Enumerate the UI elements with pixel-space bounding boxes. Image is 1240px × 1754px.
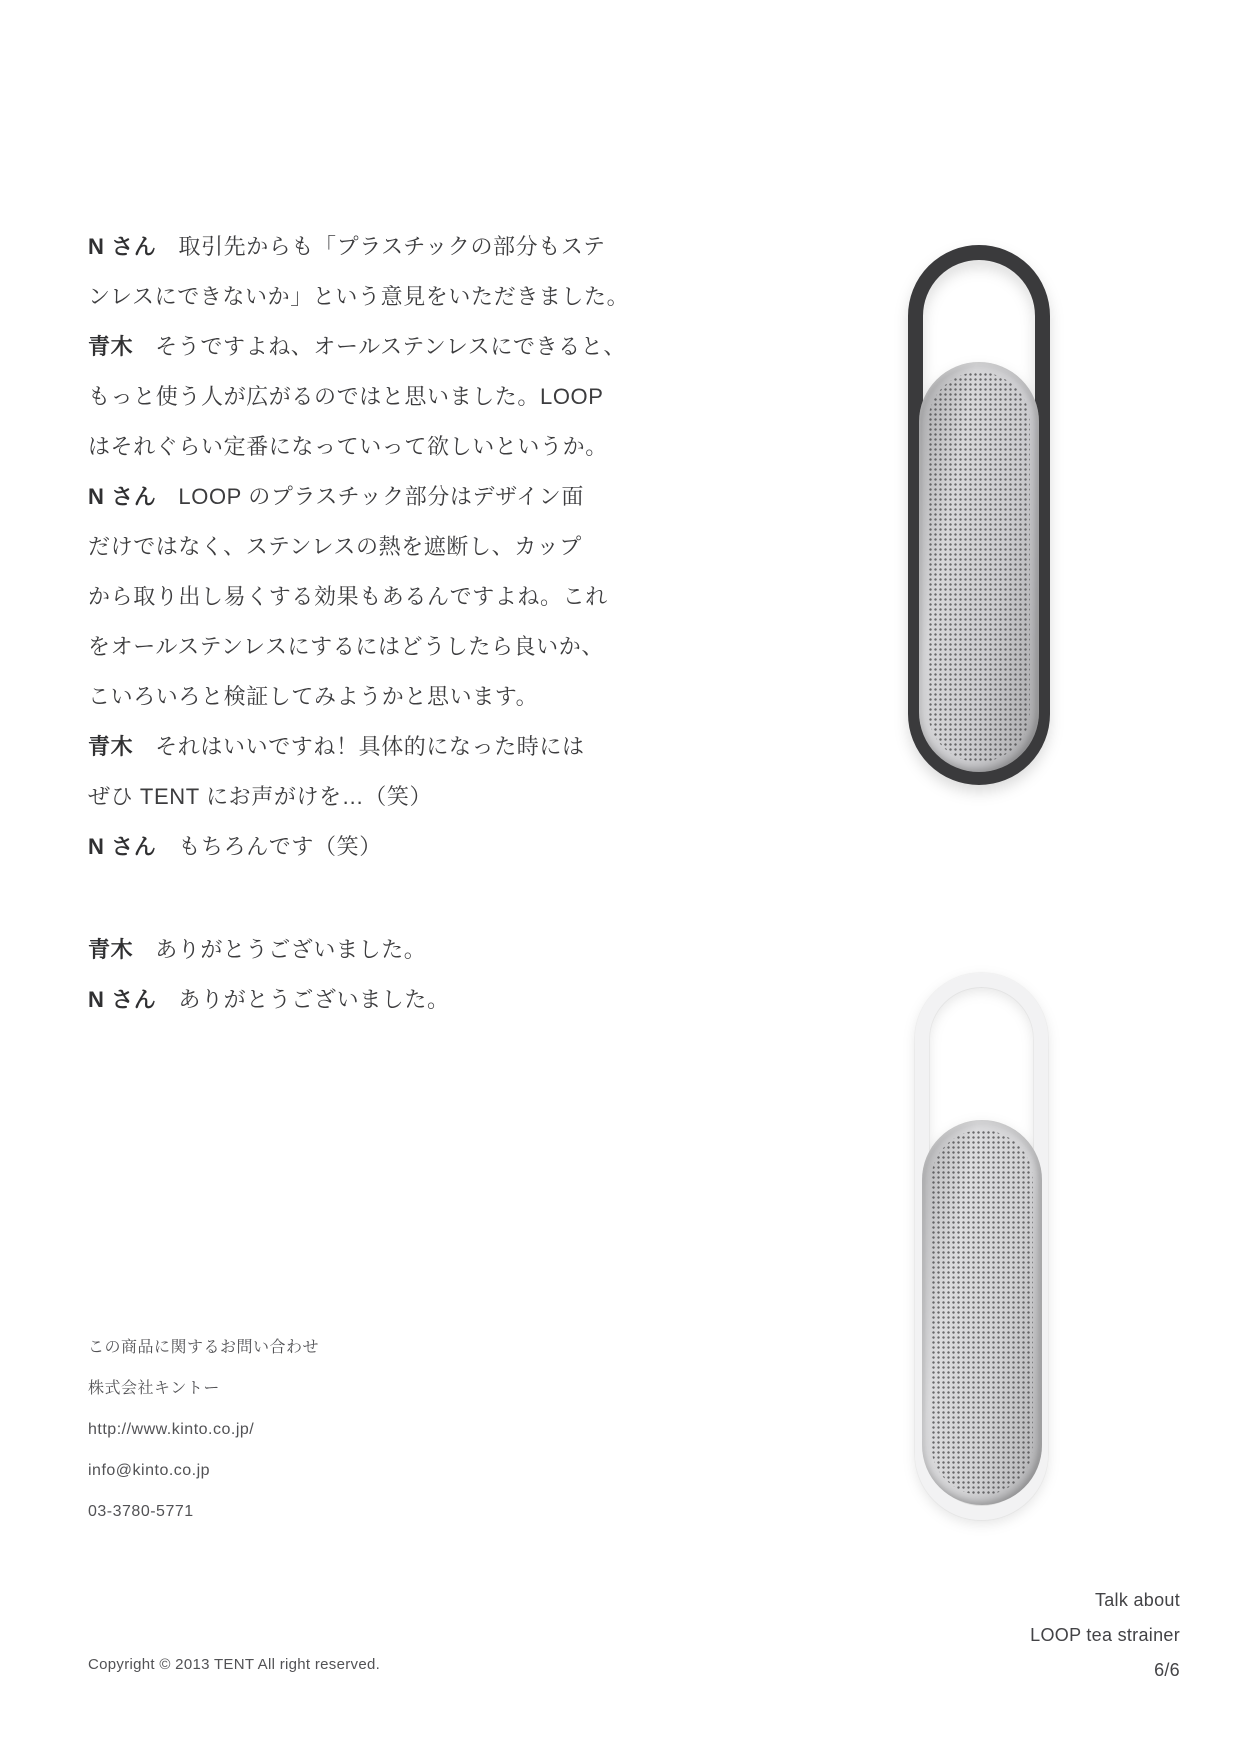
doc-title-line2: LOOP tea strainer (1030, 1625, 1180, 1645)
speaker-name: N さん (88, 987, 157, 1012)
perforation-pattern (928, 372, 1030, 762)
dialogue-line (88, 722, 629, 772)
dialogue-line (88, 222, 629, 272)
dialogue-line (88, 472, 629, 522)
website-url[interactable]: http://www.kinto.co.jp/ (88, 1421, 255, 1438)
dialogue-text: から取り出し易くする効果もあるんですよね。これ (88, 584, 608, 609)
interview-dialogue (88, 222, 629, 872)
speaker-name: 青木 (88, 734, 134, 759)
copyright-notice: Copyright © 2013 TENT All right reserved. (88, 1656, 381, 1673)
dialogue-text: もちろんです（笑） (178, 834, 382, 859)
speaker-name: N さん (88, 484, 157, 509)
perforation-pattern (931, 1130, 1033, 1495)
dialogue-text: はそれぐらい定番になっていって欲しいというか。 (88, 434, 608, 459)
dialogue-line (88, 572, 629, 622)
dialogue-text: ありがとうございました。 (178, 987, 450, 1012)
dialogue-text: LOOP のプラスチック部分はデザイン面 (178, 484, 584, 509)
dialogue-line (88, 622, 629, 672)
company-name: 株式会社キントー (88, 1380, 220, 1397)
dialogue-line (88, 925, 450, 975)
dialogue-text: こいろいろと検証してみようかと思います。 (88, 684, 539, 709)
speaker-name: 青木 (88, 937, 134, 962)
dialogue-line (88, 272, 629, 322)
dialogue-text: もっと使う人が広がるのではと思いました。LOOP (88, 384, 604, 409)
dialogue-line (88, 322, 629, 372)
closing-remarks (88, 925, 450, 1025)
dialogue-line (88, 822, 629, 872)
dialogue-line (88, 772, 629, 822)
phone-number: 03-3780-5771 (88, 1503, 194, 1520)
product-photo-black-loop (908, 245, 1050, 785)
doc-title-line1: Talk about (1094, 1590, 1180, 1610)
speaker-name: 青木 (88, 334, 134, 359)
page-number: 6/6 (1154, 1660, 1180, 1680)
speaker-name: N さん (88, 834, 157, 859)
dialogue-text: 取引先からも「プラスチックの部分もステ (178, 234, 606, 259)
dialogue-text: だけではなく、ステンレスの熱を遮断し、カップ (88, 534, 582, 559)
dialogue-line (88, 422, 629, 472)
dialogue-text: ンレスにできないか」という意見をいただきました。 (88, 284, 630, 309)
dialogue-text: をオールステンレスにするにはどうしたら良いか、 (88, 634, 604, 659)
speaker-name: N さん (88, 234, 157, 259)
dialogue-text: ありがとうございました。 (155, 937, 427, 962)
email-address[interactable]: info@kinto.co.jp (88, 1462, 211, 1479)
document-title-block (1030, 1583, 1180, 1688)
contact-info (88, 1327, 319, 1532)
dialogue-text: ぜひ TENT にお声がけを…（笑） (88, 784, 433, 809)
dialogue-line (88, 672, 629, 722)
dialogue-line (88, 522, 629, 572)
product-photo-white-loop (915, 973, 1048, 1520)
dialogue-text: そうですよね、オールステンレスにできると、 (155, 334, 626, 359)
dialogue-line (88, 975, 450, 1025)
dialogue-line (88, 372, 629, 422)
strainer-steel-body (922, 1120, 1042, 1505)
dialogue-text: それはいいですね！具体的になった時には (155, 734, 585, 759)
contact-heading: この商品に関するお問い合わせ (88, 1339, 320, 1356)
strainer-steel-body (919, 362, 1039, 772)
